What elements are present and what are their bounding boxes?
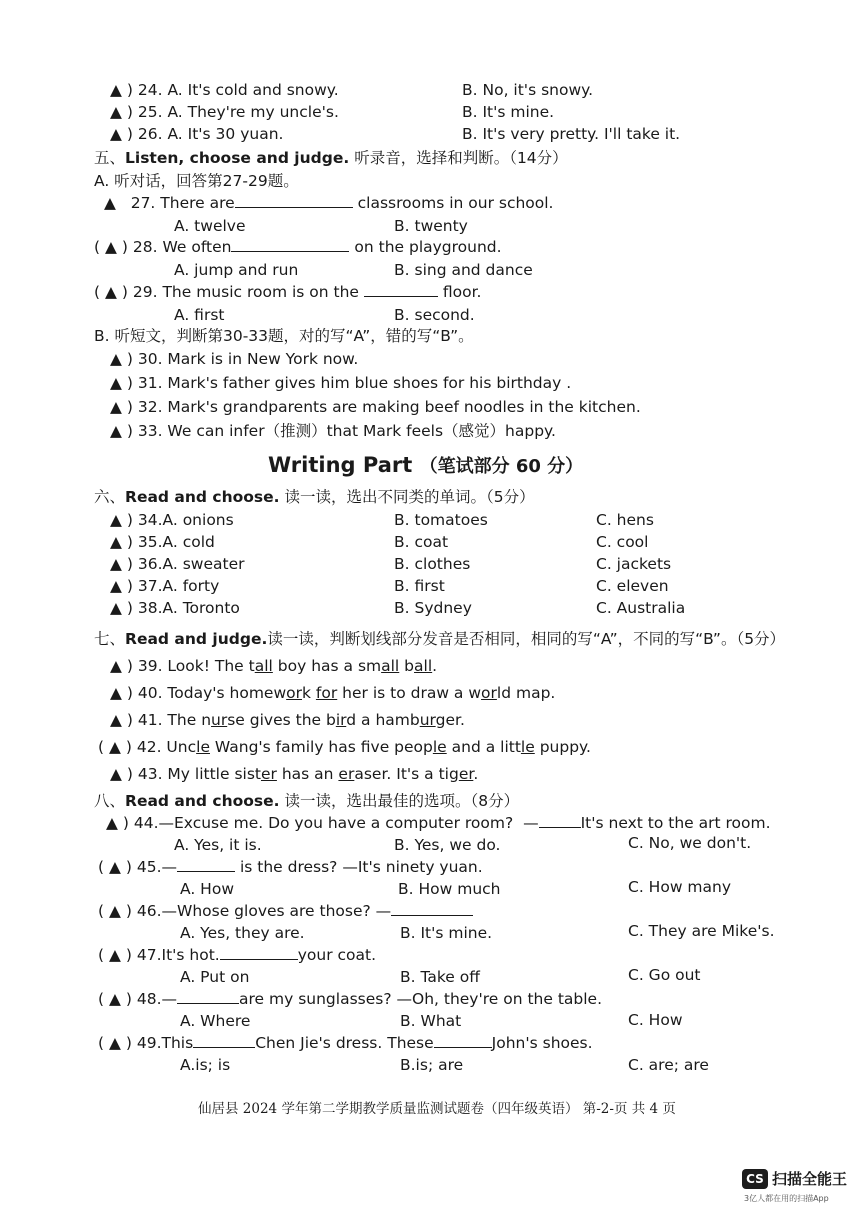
- answer-blank: [193, 1033, 255, 1048]
- question-29: ( ▲ ) 29. The music room is on the floor.: [94, 283, 482, 301]
- answer-triangle-icon: ▲: [110, 684, 122, 702]
- question-38: ▲ ) 38.A. Toronto: [110, 599, 240, 617]
- question-34: ▲ ) 34.A. onions: [110, 511, 234, 529]
- answer-triangle-icon: ▲: [106, 814, 118, 832]
- question-46-option-b: B. It's mine.: [400, 924, 493, 942]
- section-5b-instruction: B. 听短文，判断第30-33题，对的写“A”，错的写“B”。: [94, 327, 474, 345]
- question-29-option-b: B. second.: [394, 306, 475, 324]
- question-27-option-b: B. twenty: [394, 217, 468, 235]
- answer-blank: [391, 901, 473, 916]
- question-46: ( ▲ ) 46.—Whose gloves are those? —: [98, 901, 473, 921]
- answer-triangle-icon: ▲: [109, 946, 121, 964]
- answer-triangle-icon: ▲: [109, 858, 121, 876]
- answer-triangle-icon: ▲: [110, 657, 122, 675]
- camscanner-name: 扫描全能王: [772, 1170, 848, 1188]
- option-a: A. It's cold and snowy.: [167, 81, 339, 99]
- question-29-option-a: A. first: [174, 306, 225, 324]
- question-24-option-b: B. No, it's snowy.: [462, 81, 594, 99]
- answer-triangle-icon: ▲: [110, 711, 122, 729]
- question-49: ( ▲ ) 49.This Chen Jie's dress. These John's shoes.: [98, 1034, 593, 1052]
- answer-triangle-icon: ▲: [110, 81, 122, 99]
- question-47-option-b: B. Take off: [400, 968, 480, 986]
- answer-triangle-icon: ▲: [110, 398, 122, 416]
- question-37-option-b: B. first: [394, 577, 445, 595]
- answer-blank: [177, 857, 235, 872]
- answer-triangle-icon: ▲: [110, 103, 122, 121]
- question-45-option-b: B. How much: [398, 880, 501, 898]
- question-27: ▲ 27. There are classrooms in our school.: [104, 194, 554, 212]
- answer-triangle-icon: ▲: [104, 194, 116, 212]
- question-37-option-c: C. eleven: [596, 577, 669, 595]
- question-26: ▲ ) 26. A. It's 30 yuan.: [110, 125, 284, 143]
- question-45: ( ▲ ) 45.— is the dress? —It's ninety yuan.: [98, 858, 483, 876]
- answer-triangle-icon: ▲: [105, 283, 117, 301]
- question-37: ▲ ) 37.A. forty: [110, 577, 220, 595]
- question-35-option-b: B. coat: [394, 533, 449, 551]
- section-5-title: 五、Listen, choose and judge. 听录音，选择和判断。（14分）: [94, 149, 568, 167]
- question-34-option-b: B. tomatoes: [394, 511, 488, 529]
- option-a: A. They're my uncle's.: [167, 103, 339, 121]
- answer-triangle-icon: ▲: [110, 350, 122, 368]
- answer-triangle-icon: ▲: [110, 125, 122, 143]
- question-44: ▲ ) 44.—Excuse me. Do you have a computer room? — It's next to the art room.: [106, 814, 771, 832]
- question-41: ▲ ) 41. The nurse gives the bird a hamburger.: [110, 711, 465, 729]
- answer-blank: [231, 237, 349, 252]
- answer-triangle-icon: ▲: [109, 990, 121, 1008]
- answer-triangle-icon: ▲: [110, 599, 122, 617]
- question-45-option-a: A. How: [180, 880, 235, 898]
- question-25-option-b: B. It's mine.: [462, 103, 555, 121]
- option-a: A. It's 30 yuan.: [167, 125, 284, 143]
- question-45-option-c: C. How many: [628, 878, 732, 896]
- question-31: ▲ ) 31. Mark's father gives him blue shoes for his birthday .: [110, 374, 572, 392]
- question-48-option-c: C. How: [628, 1011, 683, 1029]
- question-42: ( ▲ ) 42. Uncle Wang's family has five people and a little puppy.: [98, 738, 591, 756]
- answer-triangle-icon: ▲: [109, 902, 121, 920]
- answer-triangle-icon: ▲: [110, 422, 122, 440]
- question-26-option-b: B. It's very pretty. I'll take it.: [462, 125, 681, 143]
- question-35-option-c: C. cool: [596, 533, 649, 551]
- answer-triangle-icon: ▲: [110, 555, 122, 573]
- question-36: ▲ ) 36.A. sweater: [110, 555, 245, 573]
- question-38-option-c: C. Australia: [596, 599, 686, 617]
- question-44-option-a: A. Yes, it is.: [174, 836, 262, 854]
- question-38-option-b: B. Sydney: [394, 599, 472, 617]
- question-27-option-a: A. twelve: [174, 217, 246, 235]
- question-47-option-a: A. Put on: [180, 968, 250, 986]
- question-36-option-b: B. clothes: [394, 555, 471, 573]
- answer-blank: [235, 193, 353, 208]
- question-36-option-c: C. jackets: [596, 555, 672, 573]
- question-44-option-b: B. Yes, we do.: [394, 836, 501, 854]
- question-48-option-a: A. Where: [180, 1012, 251, 1030]
- question-25: ▲ ) 25. A. They're my uncle's.: [110, 103, 339, 121]
- section-7-title: 七、Read and judge.读一读，判断划线部分发音是否相同，相同的写“A”，不同的写“B”。（5分）: [94, 630, 786, 648]
- camscanner-tagline: 3亿人都在用的扫描App: [744, 1194, 829, 1203]
- question-46-option-a: A. Yes, they are.: [180, 924, 305, 942]
- answer-triangle-icon: ▲: [109, 1034, 121, 1052]
- answer-triangle-icon: ▲: [109, 738, 121, 756]
- question-48: ( ▲ ) 48.— are my sunglasses? —Oh, they're on the table.: [98, 990, 603, 1008]
- section-6-title: 六、Read and choose. 读一读，选出不同类的单词。（5分）: [94, 488, 535, 506]
- answer-triangle-icon: ▲: [110, 533, 122, 551]
- section-5a-instruction: A. 听对话，回答第27-29题。: [94, 172, 299, 190]
- question-28: ( ▲ ) 28. We often on the playground.: [94, 238, 502, 256]
- question-48-option-b: B. What: [400, 1012, 462, 1030]
- question-47: ( ▲ ) 47.It's hot. your coat.: [98, 946, 377, 964]
- page-footer: 仙居县 2024 学年第二学期教学质量监测试题卷（四年级英语） 第-2-页 共 4 页: [198, 1101, 676, 1117]
- question-24: ▲ ) 24. A. It's cold and snowy.: [110, 81, 339, 99]
- answer-blank: [539, 813, 581, 828]
- question-33: ▲ ) 33. We can infer（推测）that Mark feels（感觉）happy.: [110, 422, 556, 440]
- answer-blank: [364, 282, 438, 297]
- answer-blank: [177, 989, 239, 1004]
- answer-triangle-icon: ▲: [110, 765, 122, 783]
- question-49-option-b: B.is; are: [400, 1056, 464, 1074]
- question-49-option-a: A.is; is: [180, 1056, 231, 1074]
- question-32: ▲ ) 32. Mark's grandparents are making beef noodles in the kitchen.: [110, 398, 641, 416]
- question-28-option-b: B. sing and dance: [394, 261, 533, 279]
- question-43: ▲ ) 43. My little sister has an eraser. It's a tiger.: [110, 765, 479, 783]
- answer-triangle-icon: ▲: [110, 511, 122, 529]
- answer-blank: [220, 945, 298, 960]
- question-35: ▲ ) 35.A. cold: [110, 533, 215, 551]
- writing-part-heading: Writing Part （笔试部分 60 分）: [268, 453, 584, 477]
- question-40: ▲ ) 40. Today's homework for her is to draw a world map.: [110, 684, 556, 702]
- answer-triangle-icon: ▲: [105, 238, 117, 256]
- section-8-title: 八、Read and choose. 读一读，选出最佳的选项。（8分）: [94, 792, 520, 810]
- question-30: ▲ ) 30. Mark is in New York now.: [110, 350, 359, 368]
- question-47-option-c: C. Go out: [628, 966, 701, 984]
- answer-triangle-icon: ▲: [110, 577, 122, 595]
- question-34-option-c: C. hens: [596, 511, 654, 529]
- answer-triangle-icon: ▲: [110, 374, 122, 392]
- question-39: ▲ ) 39. Look! The tall boy has a small ball.: [110, 657, 438, 675]
- answer-blank: [434, 1033, 492, 1048]
- camscanner-logo-icon: CS: [742, 1169, 768, 1189]
- question-44-option-c: C. No, we don't.: [628, 834, 752, 852]
- question-46-option-c: C. They are Mike's.: [628, 922, 775, 940]
- question-49-option-c: C. are; are: [628, 1056, 709, 1074]
- question-28-option-a: A. jump and run: [174, 261, 299, 279]
